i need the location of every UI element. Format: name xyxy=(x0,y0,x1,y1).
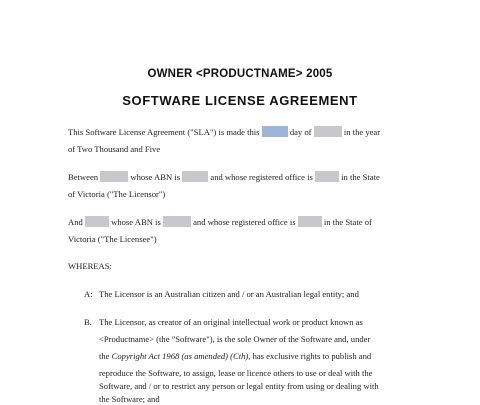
clause-a-label: A: xyxy=(84,289,93,299)
licensor-office-blank[interactable] xyxy=(315,171,339,182)
clause-b-line-3 xyxy=(99,351,371,362)
whereas-heading: WHEREAS: xyxy=(68,261,112,271)
day-blank-field[interactable] xyxy=(262,126,288,137)
licensor-text-1: Between xyxy=(68,172,99,182)
licensee-text-3: and whose registered office is xyxy=(193,217,296,227)
licensee-text-4: in the State of xyxy=(323,217,372,227)
intro-text-1: This Software License Agreement ("SLA") is made this xyxy=(68,127,260,137)
licensor-text-3: and whose registered office is xyxy=(210,172,313,182)
licensor-text-4: in the State xyxy=(341,172,380,182)
intro-text-3: in the year xyxy=(343,127,381,137)
clause-b-line-4: reproduce the Software, to assign, lease or licence others to use or deal with the xyxy=(99,368,373,378)
clause-b-label: B. xyxy=(84,317,92,327)
licensor-abn-blank[interactable] xyxy=(182,171,208,182)
licensee-text-2: whose ABN is xyxy=(111,217,161,227)
licensee-line-1 xyxy=(68,216,372,228)
month-blank-field[interactable] xyxy=(314,126,342,137)
licensor-name-blank[interactable] xyxy=(100,171,128,182)
licensee-text-1: And xyxy=(68,217,83,227)
licensor-line-2: of Victoria ("The Licensor") xyxy=(68,189,166,199)
clause-b-line-2: <Productname> (the "Software"), is the sole Owner of the Software and, under xyxy=(99,334,371,344)
intro-line-2: of Two Thousand and Five xyxy=(68,144,161,154)
licensee-name-blank[interactable] xyxy=(85,216,109,227)
intro-line-1 xyxy=(68,126,380,138)
licensee-line-2: Victoria ("The Licensee") xyxy=(68,234,157,244)
licensee-abn-blank[interactable] xyxy=(163,216,191,227)
clause-b-line-3-pre: the xyxy=(99,351,110,361)
agreement-title: SOFTWARE LICENSE AGREEMENT xyxy=(122,93,358,108)
copyright-act-citation: Copyright Act 1968 (as amended) (Cth) xyxy=(111,351,249,361)
clause-b-line-3-post: , has exclusive rights to publish and xyxy=(248,351,372,361)
clause-a-text: The Licensor is an Australian citizen and / or an Australian legal entity; and xyxy=(99,289,359,299)
licensor-text-2: whose ABN is xyxy=(130,172,181,182)
licensor-line-1 xyxy=(68,171,380,183)
clause-b-line-6: the Software; and xyxy=(99,394,160,404)
clause-b-line-1: The Licensor, as creator of an original intellectual work or product known as xyxy=(99,317,363,327)
owner-heading: OWNER <PRODUCTNAME> 2005 xyxy=(147,68,333,80)
clause-b-line-5: Software, and / or to restrict any person or legal entity from using or dealing with xyxy=(99,381,379,391)
licensee-office-blank[interactable] xyxy=(298,216,322,227)
intro-text-2: day of xyxy=(289,127,312,137)
